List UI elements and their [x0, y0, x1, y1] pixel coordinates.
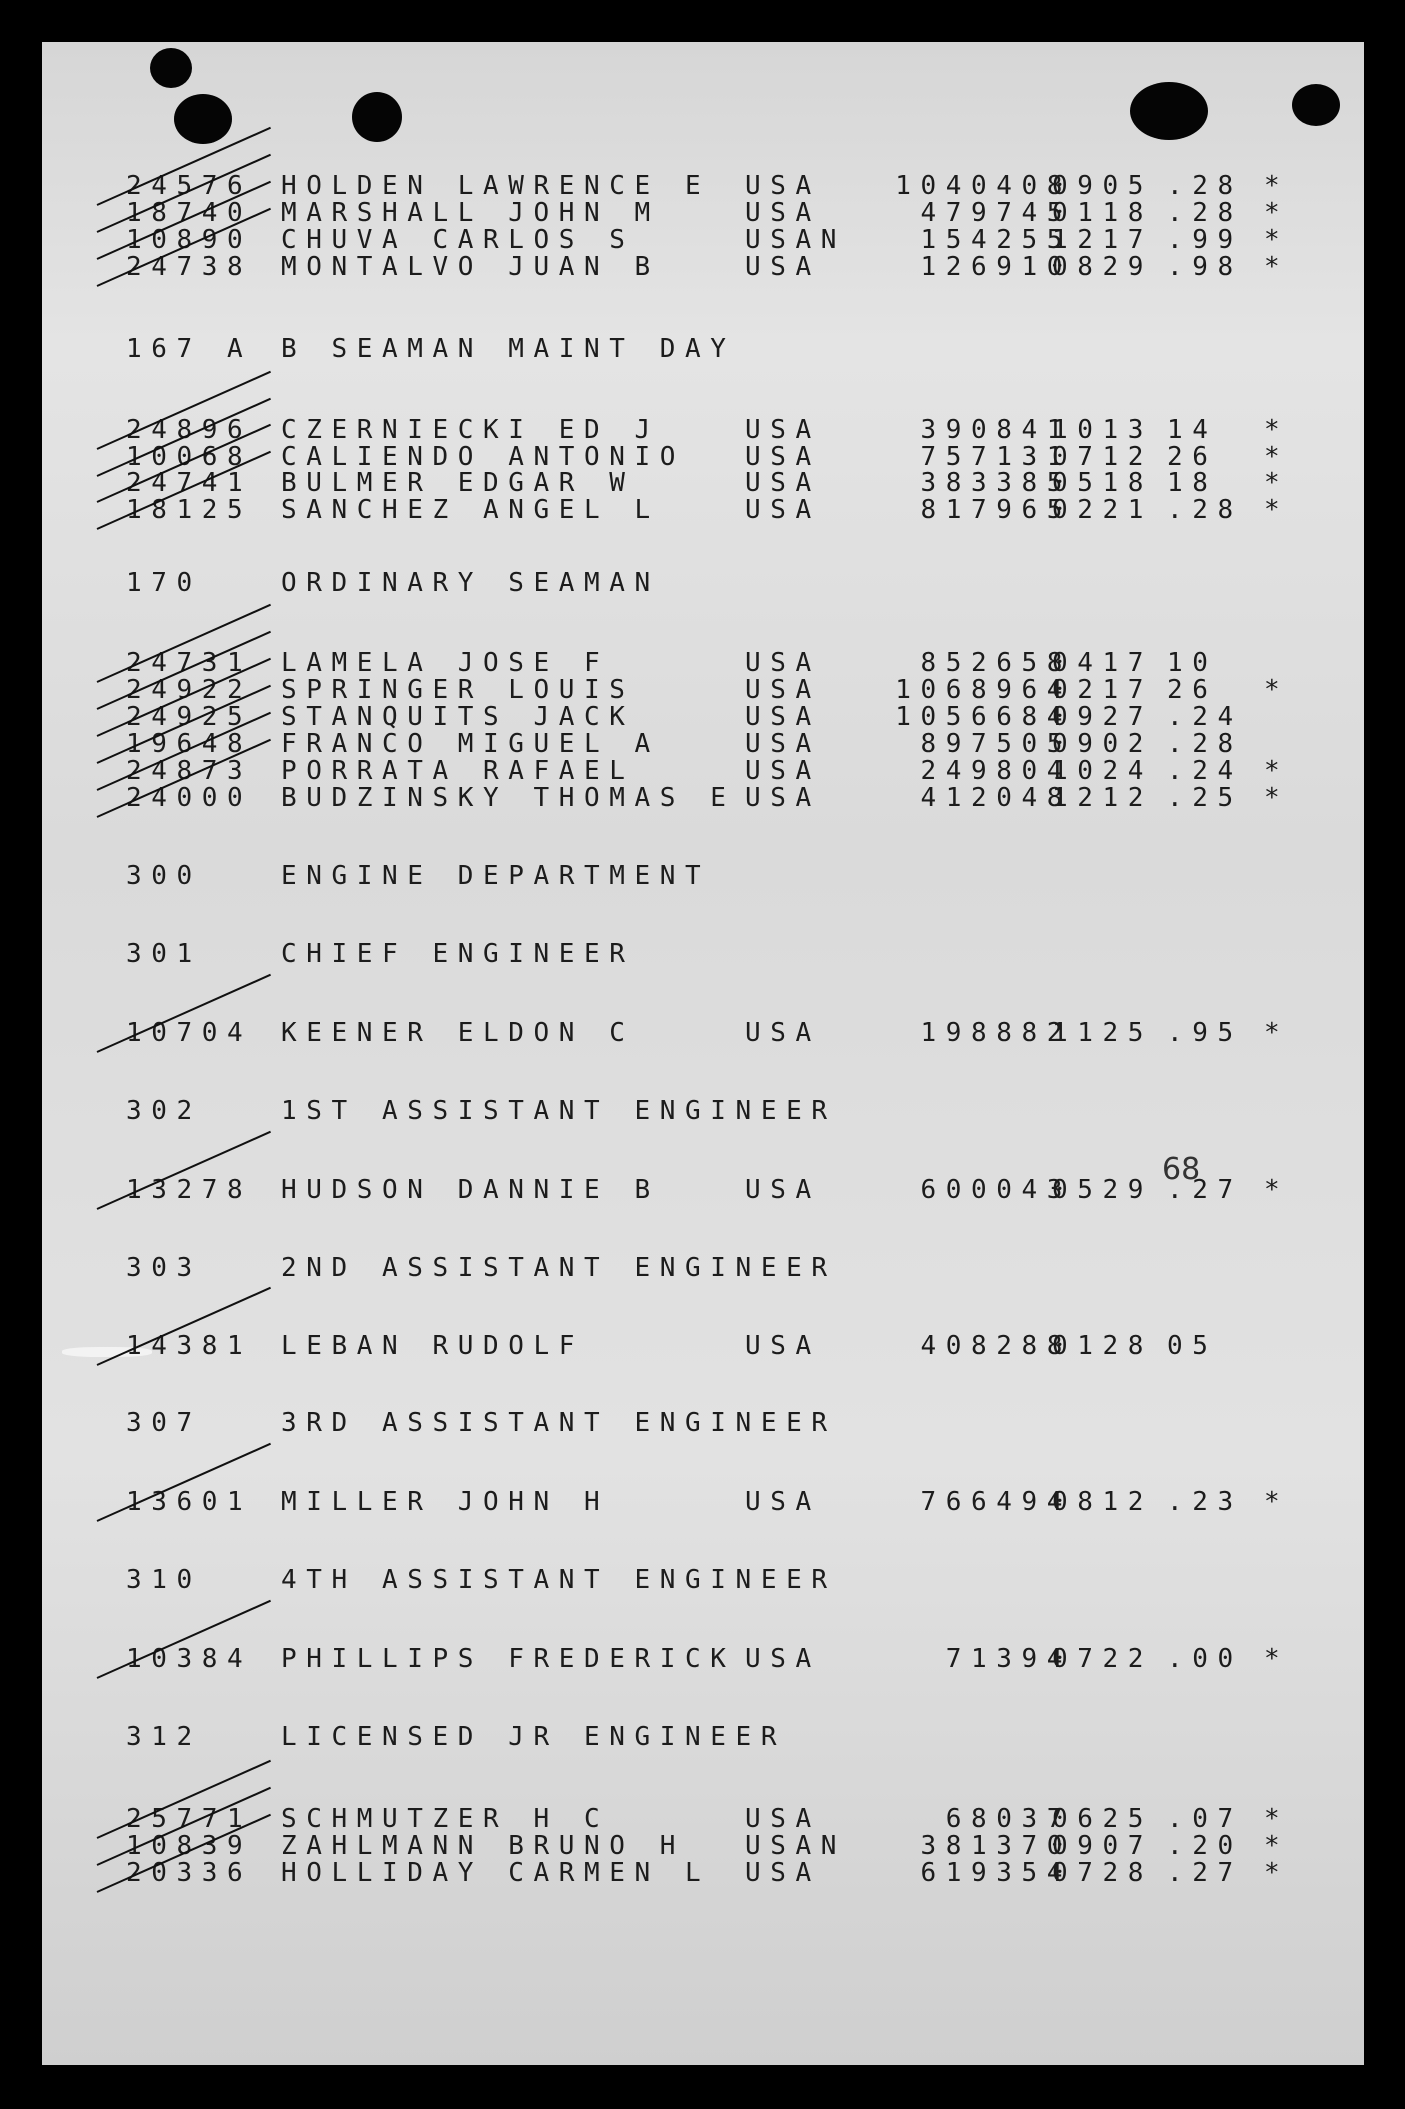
section-code: 303 [126, 1253, 202, 1283]
document-number: 68037 [945, 1804, 1072, 1834]
document-number: 897505 [920, 729, 1072, 759]
rate: 14 [1167, 415, 1218, 445]
section-code: 312 [126, 1722, 202, 1752]
crew-name: LEBAN RUDOLF [281, 1331, 585, 1361]
document-number: 757131 [920, 442, 1072, 472]
section-title: 2ND ASSISTANT ENGINEER [281, 1253, 837, 1283]
rate: .07 [1167, 1804, 1243, 1834]
date-code: 0518 [1052, 468, 1154, 498]
section-code: 301 [126, 939, 202, 969]
date-code: 0927 [1052, 702, 1154, 732]
rate: .25 [1167, 783, 1243, 813]
section-code: 300 [126, 861, 202, 891]
date-code: 0829 [1052, 252, 1154, 282]
crew-id: 24922 [126, 675, 253, 705]
document-number: 1040408 [895, 171, 1072, 201]
section-code: 170 [126, 568, 202, 598]
crew-id: 10704 [126, 1018, 253, 1048]
crew-name: KEENER ELDON C [281, 1018, 635, 1048]
crew-name: CHUVA CARLOS S [281, 225, 635, 255]
citizenship: USA [745, 702, 821, 732]
date-code: 0905 [1052, 171, 1154, 201]
asterisk-mark: * [1264, 675, 1290, 705]
citizenship: USA [745, 415, 821, 445]
asterisk-mark: * [1264, 171, 1290, 201]
date-code: 0728 [1052, 1858, 1154, 1888]
document-number: 412048 [920, 783, 1072, 813]
asterisk-mark: * [1264, 1018, 1290, 1048]
date-code: 1024 [1052, 756, 1154, 786]
crew-id: 24896 [126, 415, 253, 445]
rate: 10 [1167, 648, 1218, 678]
rate: .00 [1167, 1644, 1243, 1674]
rate: .28 [1167, 198, 1243, 228]
date-code: 0217 [1052, 675, 1154, 705]
crew-id: 10384 [126, 1644, 253, 1674]
section-title: ENGINE DEPARTMENT [281, 861, 711, 891]
crew-name: ZAHLMANN BRUNO H [281, 1831, 686, 1861]
punch-hole [1292, 84, 1340, 126]
section-title: ORDINARY SEAMAN [281, 568, 660, 598]
rate: .27 [1167, 1858, 1243, 1888]
asterisk-mark: * [1264, 415, 1290, 445]
document-number: 126910 [920, 252, 1072, 282]
citizenship: USA [745, 1175, 821, 1205]
rate: .23 [1167, 1487, 1243, 1517]
rate: .24 [1167, 756, 1243, 786]
citizenship: USA [745, 1858, 821, 1888]
document-number: 479745 [920, 198, 1072, 228]
crew-name: CZERNIECKI ED J [281, 415, 660, 445]
punch-hole [1130, 82, 1208, 140]
rate: .98 [1167, 252, 1243, 282]
section-code: 307 [126, 1408, 202, 1438]
crew-name: MILLER JOHN H [281, 1487, 610, 1517]
crew-id: 20336 [126, 1858, 253, 1888]
crew-name: PORRATA RAFAEL [281, 756, 635, 786]
date-code: 1217 [1052, 225, 1154, 255]
punch-hole [352, 92, 402, 142]
citizenship: USA [745, 252, 821, 282]
document-number: 1056684 [895, 702, 1072, 732]
document-number: 249804 [920, 756, 1072, 786]
asterisk-mark: * [1264, 1804, 1290, 1834]
citizenship: USA [745, 783, 821, 813]
crew-name: SCHMUTZER H C [281, 1804, 610, 1834]
asterisk-mark: * [1264, 756, 1290, 786]
citizenship: USAN [745, 225, 847, 255]
crew-id: 24576 [126, 171, 253, 201]
crew-name: HOLDEN LAWRENCE E [281, 171, 711, 201]
crew-id: 18125 [126, 495, 253, 525]
asterisk-mark: * [1264, 1487, 1290, 1517]
punch-hole [174, 94, 232, 144]
crew-name: MONTALVO JUAN B [281, 252, 660, 282]
crew-id: 13278 [126, 1175, 253, 1205]
date-code: 0128 [1052, 1331, 1154, 1361]
rate: 26 [1167, 442, 1218, 472]
crew-name: LAMELA JOSE F [281, 648, 610, 678]
document-number: 154255 [920, 225, 1072, 255]
document-number: 390841 [920, 415, 1072, 445]
date-code: 1125 [1052, 1018, 1154, 1048]
crew-name: FRANCO MIGUEL A [281, 729, 660, 759]
crew-id: 10839 [126, 1831, 253, 1861]
citizenship: USA [745, 756, 821, 786]
date-code: 0118 [1052, 198, 1154, 228]
citizenship: USA [745, 1331, 821, 1361]
crew-id: 24925 [126, 702, 253, 732]
asterisk-mark: * [1264, 225, 1290, 255]
citizenship: USA [745, 1804, 821, 1834]
asterisk-mark: * [1264, 1831, 1290, 1861]
date-code: 0625 [1052, 1804, 1154, 1834]
document-number: 408288 [920, 1331, 1072, 1361]
crew-id: 24873 [126, 756, 253, 786]
date-code: 0417 [1052, 648, 1154, 678]
citizenship: USA [745, 648, 821, 678]
crew-id: 18740 [126, 198, 253, 228]
asterisk-mark: * [1264, 1858, 1290, 1888]
section-code: 167 A [126, 334, 253, 364]
rate: .24 [1167, 702, 1243, 732]
rate: .99 [1167, 225, 1243, 255]
crew-name: BUDZINSKY THOMAS E [281, 783, 736, 813]
document-number: 619354 [920, 1858, 1072, 1888]
handwritten-page-number: 68 [1162, 1152, 1201, 1187]
date-code: 1212 [1052, 783, 1154, 813]
section-title: B SEAMAN MAINT DAY [281, 334, 736, 364]
rate: .27 [1167, 1175, 1243, 1205]
asterisk-mark: * [1264, 252, 1290, 282]
crew-id: 25771 [126, 1804, 253, 1834]
document-number: 600043 [920, 1175, 1072, 1205]
document-number: 817965 [920, 495, 1072, 525]
crew-id: 24731 [126, 648, 253, 678]
document-number: 71394 [945, 1644, 1072, 1674]
rate: .20 [1167, 1831, 1243, 1861]
crew-id: 19648 [126, 729, 253, 759]
section-title: 3RD ASSISTANT ENGINEER [281, 1408, 837, 1438]
crew-id: 24000 [126, 783, 253, 813]
rate: 26 [1167, 675, 1218, 705]
citizenship: USA [745, 468, 821, 498]
citizenship: USA [745, 198, 821, 228]
date-code: 1013 [1052, 415, 1154, 445]
citizenship: USA [745, 729, 821, 759]
crew-name: HUDSON DANNIE B [281, 1175, 660, 1205]
citizenship: USA [745, 495, 821, 525]
rate: .28 [1167, 171, 1243, 201]
date-code: 0907 [1052, 1831, 1154, 1861]
date-code: 0712 [1052, 442, 1154, 472]
asterisk-mark: * [1264, 495, 1290, 525]
crew-id: 10068 [126, 442, 253, 472]
date-code: 0902 [1052, 729, 1154, 759]
section-title: CHIEF ENGINEER [281, 939, 635, 969]
punch-hole [150, 48, 192, 88]
rate: 18 [1167, 468, 1218, 498]
document-number: 198882 [920, 1018, 1072, 1048]
crew-name: HOLLIDAY CARMEN L [281, 1858, 711, 1888]
citizenship: USA [745, 1644, 821, 1674]
crew-name: STANQUITS JACK [281, 702, 635, 732]
crew-name: PHILLIPS FREDERICK [281, 1644, 736, 1674]
date-code: 0529 [1052, 1175, 1154, 1205]
crew-id: 24738 [126, 252, 253, 282]
date-code: 0722 [1052, 1644, 1154, 1674]
crew-name: SPRINGER LOUIS [281, 675, 635, 705]
citizenship: USA [745, 442, 821, 472]
asterisk-mark: * [1264, 783, 1290, 813]
crew-name: CALIENDO ANTONIO [281, 442, 686, 472]
citizenship: USA [745, 1487, 821, 1517]
asterisk-mark: * [1264, 1644, 1290, 1674]
crew-id: 24741 [126, 468, 253, 498]
date-code: 0221 [1052, 495, 1154, 525]
document-number: 381370 [920, 1831, 1072, 1861]
asterisk-mark: * [1264, 1175, 1290, 1205]
asterisk-mark: * [1264, 198, 1290, 228]
crew-name: BULMER EDGAR W [281, 468, 635, 498]
crew-id: 10890 [126, 225, 253, 255]
date-code: 0812 [1052, 1487, 1154, 1517]
document-number: 1068964 [895, 675, 1072, 705]
document-number: 852658 [920, 648, 1072, 678]
section-code: 302 [126, 1096, 202, 1126]
document-number: 383385 [920, 468, 1072, 498]
crew-id: 13601 [126, 1487, 253, 1517]
rate: .28 [1167, 729, 1243, 759]
section-title: 4TH ASSISTANT ENGINEER [281, 1565, 837, 1595]
citizenship: USAN [745, 1831, 847, 1861]
crew-id: 14381 [126, 1331, 253, 1361]
citizenship: USA [745, 1018, 821, 1048]
section-title: 1ST ASSISTANT ENGINEER [281, 1096, 837, 1126]
crew-name: MARSHALL JOHN M [281, 198, 660, 228]
rate: .28 [1167, 495, 1243, 525]
rate: .95 [1167, 1018, 1243, 1048]
document-page [42, 42, 1364, 2065]
crew-name: SANCHEZ ANGEL L [281, 495, 660, 525]
rate: 05 [1167, 1331, 1218, 1361]
citizenship: USA [745, 171, 821, 201]
document-number: 766494 [920, 1487, 1072, 1517]
citizenship: USA [745, 675, 821, 705]
asterisk-mark: * [1264, 442, 1290, 472]
section-code: 310 [126, 1565, 202, 1595]
section-title: LICENSED JR ENGINEER [281, 1722, 787, 1752]
asterisk-mark: * [1264, 468, 1290, 498]
